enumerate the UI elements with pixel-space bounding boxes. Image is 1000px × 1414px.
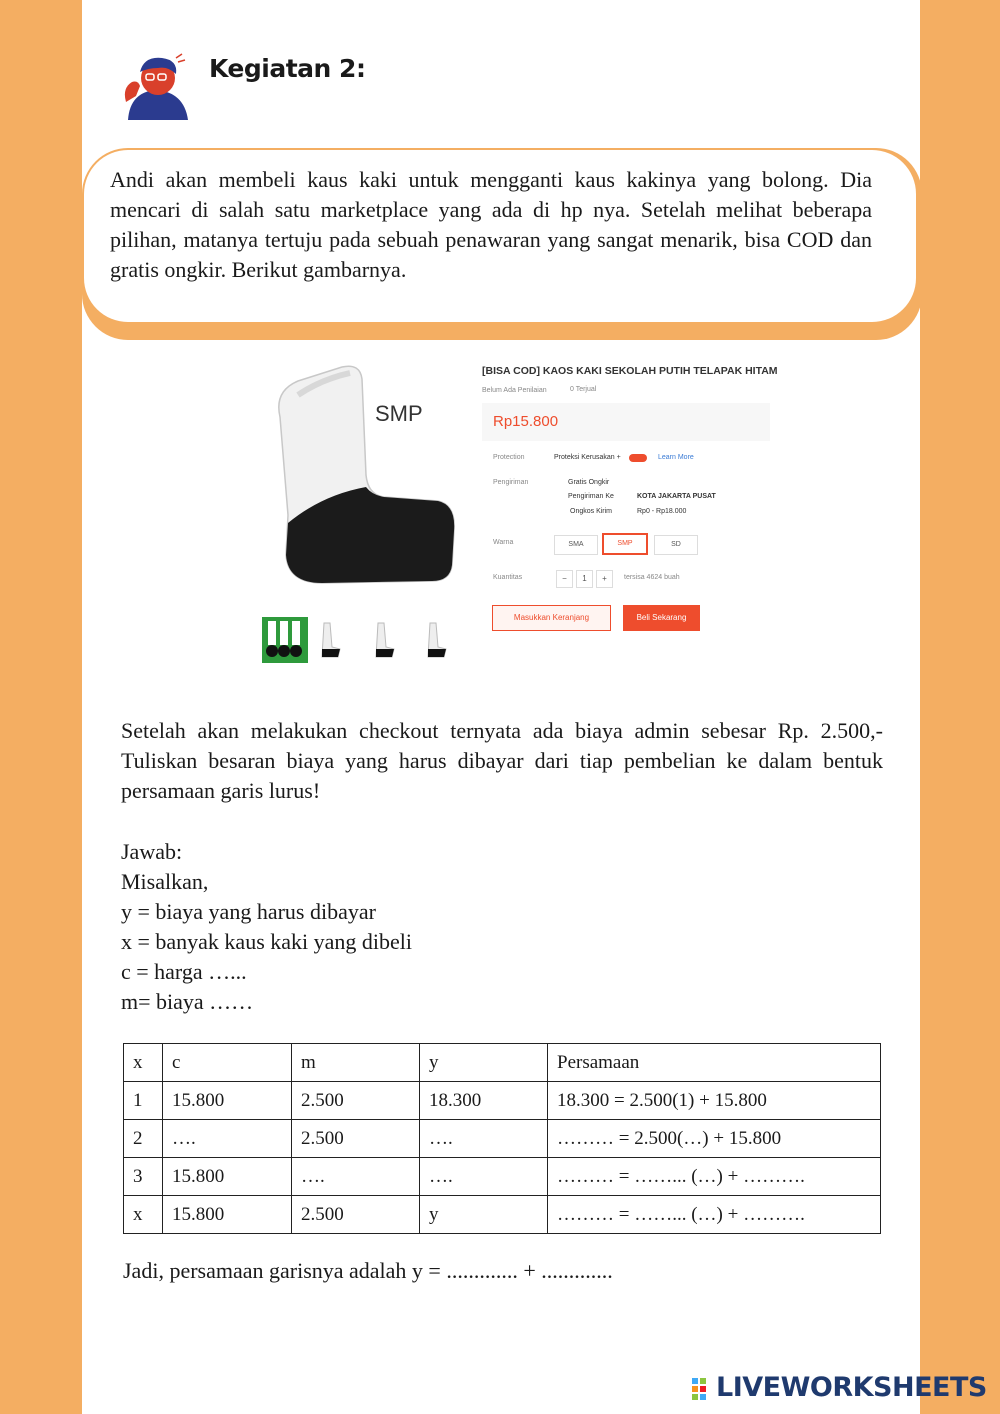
color-label: Warna: [493, 539, 514, 546]
learn-more-link[interactable]: Learn More: [658, 454, 694, 461]
conclusion-text[interactable]: Jadi, persamaan garisnya adalah y = ............. + .............: [123, 1258, 613, 1283]
definition-m[interactable]: m= biaya ……: [121, 989, 254, 1014]
answer-cell[interactable]: ……… = ……... (…) + ……….: [548, 1196, 881, 1234]
buy-now-button[interactable]: Beli Sekarang: [623, 605, 700, 631]
cell: 15.800: [163, 1196, 292, 1234]
table-row: [124, 1158, 881, 1196]
answer-cell[interactable]: ……… = ……... (…) + ……….: [548, 1158, 881, 1196]
cell: 15.800: [163, 1082, 292, 1120]
cell: 2.500: [292, 1196, 420, 1234]
activity-heading: Kegiatan 2:: [209, 54, 366, 83]
product-title: [BISA COD] KAOS KAKI SEKOLAH PUTIH TELAPAK HITAM: [482, 365, 778, 377]
thumbnail-strip: [262, 615, 462, 665]
cell: 18.300 = 2.500(1) + 15.800: [548, 1082, 881, 1120]
table-row: [124, 1082, 881, 1120]
cell: 1: [124, 1082, 163, 1120]
answer-label: Jawab:: [121, 839, 183, 864]
stock-text: tersisa 4624 buah: [624, 574, 680, 581]
table-row: [124, 1196, 881, 1234]
product-price: Rp15.800: [493, 413, 559, 430]
answer-cell[interactable]: ….: [163, 1120, 292, 1158]
header-y: y: [420, 1044, 548, 1082]
sock-size-label: SMP: [375, 401, 423, 426]
answer-cell[interactable]: ….: [420, 1120, 548, 1158]
definition-c[interactable]: c = harga …...: [121, 959, 247, 984]
quantity-label: Kuantitas: [493, 574, 523, 581]
ship-to-value[interactable]: KOTA JAKARTA PUSAT: [637, 493, 716, 500]
cell: 3: [124, 1158, 163, 1196]
table-row: [124, 1120, 881, 1158]
cell: 15.800: [163, 1158, 292, 1196]
header-x: x: [124, 1044, 163, 1082]
product-rating: Belum Ada Penilaian: [482, 387, 547, 394]
answer-cell[interactable]: ….: [292, 1158, 420, 1196]
ship-to-label: Pengiriman Ke: [568, 493, 614, 500]
qty-input[interactable]: 1: [576, 570, 593, 588]
answer-cell[interactable]: ……… = 2.500(…) + 15.800: [548, 1120, 881, 1158]
definition-y: y = biaya yang harus dibayar: [121, 899, 376, 924]
product-screenshot: [262, 355, 782, 675]
header-m: m: [292, 1044, 420, 1082]
cell: 2.500: [292, 1120, 420, 1158]
cell: 18.300: [420, 1082, 548, 1120]
variant-sma[interactable]: SMA: [554, 535, 598, 555]
product-sold: 0 Terjual: [570, 386, 597, 393]
ship-cost-label: Ongkos Kirim: [570, 508, 613, 515]
qty-plus-button[interactable]: +: [596, 570, 613, 588]
free-shipping: Gratis Ongkir: [568, 479, 610, 486]
thinking-student-icon: [118, 52, 194, 120]
story-text: Andi akan membeli kaus kaki untuk mengganti kaus kakinya yang bolong. Dia mencari di salah satu marketplace yang ada di hp nya. Setelah melihat beberapa pilihan, matanya tertuju pada sebuah penawaran yang sangat menarik, bisa COD dan gratis ongkir. Berikut gambarnya.: [110, 167, 872, 282]
cell: 2: [124, 1120, 163, 1158]
cell: y: [420, 1196, 548, 1234]
misalkan-label: Misalkan,: [121, 869, 209, 894]
cell: 2.500: [292, 1082, 420, 1120]
cell: x: [124, 1196, 163, 1234]
liveworksheets-logo-icon: [692, 1378, 714, 1400]
shipping-label: Pengiriman: [493, 479, 529, 486]
qty-minus-button[interactable]: −: [556, 570, 573, 588]
header-persamaan: Persamaan: [548, 1044, 881, 1082]
new-badge: [629, 454, 647, 462]
protection-value: Proteksi Kerusakan +: [554, 454, 621, 461]
add-to-cart-button[interactable]: Masukkan Keranjang: [492, 605, 611, 631]
header-c: c: [163, 1044, 292, 1082]
answer-cell[interactable]: ….: [420, 1158, 548, 1196]
equation-table: [123, 1043, 881, 1234]
question-text: Setelah akan melakukan checkout ternyata ada biaya admin sebesar Rp. 2.500,- Tuliskan besaran biaya yang harus dibayar dari tiap pembelian ke dalam bentuk persamaan garis lurus!: [121, 718, 883, 803]
sock-image: [262, 355, 462, 600]
variant-sd[interactable]: SD: [654, 535, 698, 555]
ship-cost-value[interactable]: Rp0 - Rp18.000: [637, 508, 687, 515]
table-header-row: [124, 1044, 881, 1082]
protection-label: Protection: [493, 454, 525, 461]
definition-x: x = banyak kaus kaki yang dibeli: [121, 929, 413, 954]
brand-text: LIVEWORKSHEETS: [716, 1372, 987, 1403]
variant-smp[interactable]: SMP: [602, 533, 648, 555]
liveworksheets-brand: [692, 1372, 987, 1406]
